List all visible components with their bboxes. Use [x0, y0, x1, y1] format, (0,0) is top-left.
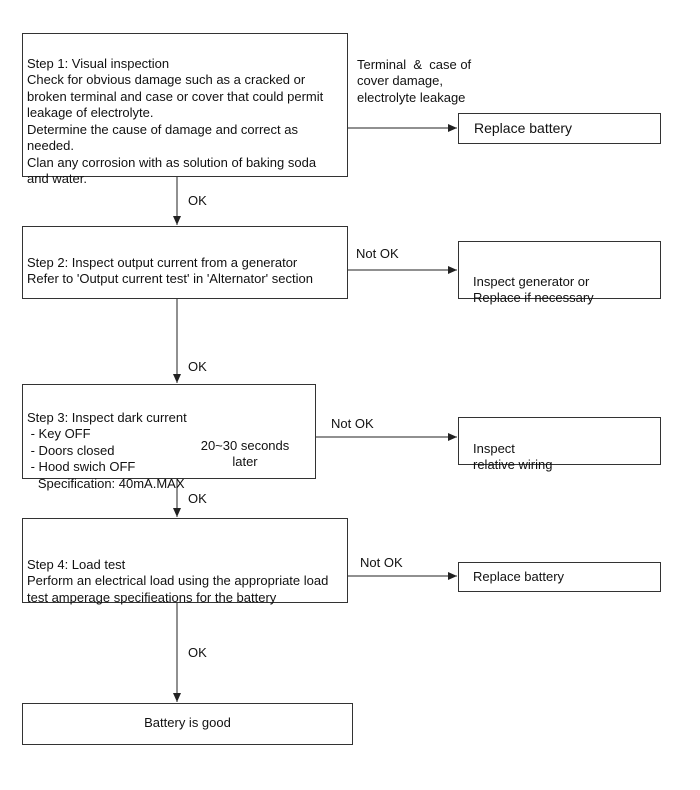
- step1-ok-label: OK: [188, 193, 207, 208]
- step3-line: Specification: 40mA.MAX: [27, 475, 185, 491]
- step3-fail-label: Not OK: [331, 416, 374, 431]
- step4-line: Perform an electrical load using the appropriate load: [27, 573, 329, 588]
- step3-line: Step 3: Inspect dark current: [27, 409, 187, 425]
- timing-line: later: [232, 454, 258, 469]
- step3-action-line: Inspect: [473, 440, 515, 456]
- step1-fail-condition: [357, 40, 471, 123]
- condition-line: Terminal & case of: [357, 56, 472, 72]
- step4-text: [27, 540, 328, 623]
- step2-action-line: Inspect generator or: [473, 273, 590, 289]
- step4-fail-label: Not OK: [360, 555, 403, 570]
- step2-action-line: Replace if necessary: [473, 290, 594, 305]
- step4-fail-action: Replace battery: [473, 569, 565, 584]
- step1-line: Check for obvious damage such as a cracked or: [27, 72, 306, 87]
- timing-line: 20~30 seconds: [200, 437, 290, 453]
- step2-fail-action: [473, 257, 594, 323]
- step3-ok-label: OK: [188, 491, 207, 506]
- step3-line: - Hood swich OFF: [27, 459, 136, 474]
- condition-line: electrolyte leakage: [357, 89, 466, 105]
- step3-line: - Key OFF: [27, 426, 91, 441]
- final-label: Battery is good: [144, 715, 231, 730]
- step1-line: broken terminal and case or cover that could permit: [27, 88, 324, 104]
- step1-text: [27, 39, 323, 204]
- step3-timing: [190, 421, 300, 487]
- step2-fail-label: Not OK: [356, 246, 399, 261]
- step3-line: - Doors closed: [27, 442, 115, 458]
- step1-line: Step 1: Visual inspection: [27, 55, 170, 71]
- step2-ok-label: OK: [188, 359, 207, 374]
- step1-line: leakage of electrolyte.: [27, 105, 154, 120]
- step2-line: Refer to 'Output current test' in 'Alternator' section: [27, 271, 313, 286]
- step1-line: and water.: [27, 171, 87, 186]
- step2-line: Step 2: Inspect output current from a generator: [27, 254, 298, 270]
- step4-ok-label: OK: [188, 645, 207, 660]
- step4-line: test amperage specifieations for the battery: [27, 589, 277, 605]
- step2-text: [27, 238, 313, 304]
- step4-line: Step 4: Load test: [27, 556, 126, 572]
- step1-line: Clan any corrosion with as solution of baking soda: [27, 154, 317, 170]
- step1-line: Determine the cause of damage and correct as: [27, 121, 298, 137]
- condition-line: cover damage,: [357, 73, 443, 88]
- step3-fail-action: [473, 424, 552, 490]
- step1-line: needed.: [27, 138, 74, 153]
- step3-action-line: relative wiring: [473, 457, 553, 472]
- step3-text: [27, 393, 187, 509]
- step1-fail-action: Replace battery: [474, 120, 573, 136]
